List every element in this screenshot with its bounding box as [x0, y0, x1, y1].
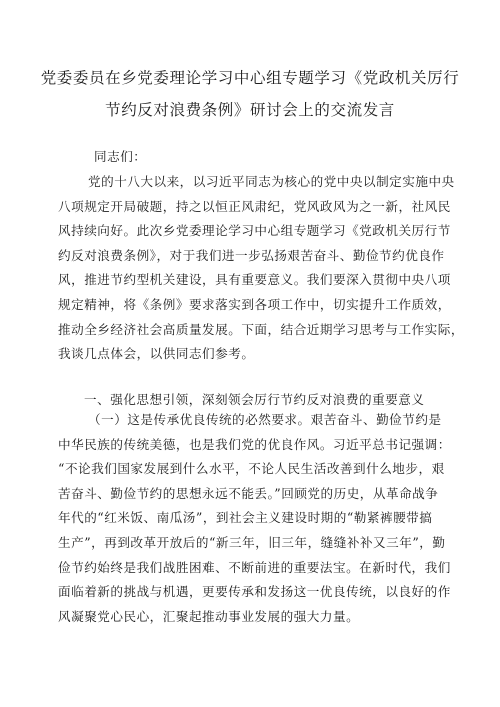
paragraph-2-line: “不论我们国家发展到什么水平，不论人民生活改善到什么地步，艰	[58, 461, 445, 477]
paragraph-1-line: 约反对浪费条例》，对于我们进一步弘扬艰苦奋斗、勤俭节约优良作	[58, 247, 445, 263]
paragraph-2-line: 风凝聚党心民心，汇聚起推动事业发展的强大力量。	[58, 608, 360, 624]
paragraph-2-line: （一）这是传承优良传统的必然要求。艰苦奋斗、勤俭节约是	[88, 412, 442, 427]
paragraph-1-line: 规定精神，将《条例》要求落实到各项工作中，切实提升工作质效，	[58, 296, 451, 312]
section-1-heading: 一、强化思想引领，深刻领会厉行节约反对浪费的重要意义	[84, 392, 425, 407]
paragraph-2-line: 年代的“红米饭、南瓜汤”，到社会主义建设时期的“勒紧裤腰带搞	[58, 510, 433, 526]
document-title-line-1: 党委委员在乡党委理论学习中心组专题学习《党政机关厉行	[40, 69, 460, 87]
paragraph-1	[58, 170, 464, 367]
paragraph-1-line: 推动全乡经济社会高质量发展。下面，结合近期学习思考与工作实际，	[58, 321, 464, 337]
greeting: 同志们：	[94, 149, 147, 164]
paragraph-1-line: 八项规定开局破题，持之以恒正风肃纪，党风政风为之一新，社风民	[58, 198, 451, 214]
paragraph-2-line: 俭节约始终是我们战胜困难、不断前进的重要法宝。在新时代，我们	[58, 559, 451, 575]
paragraph-1-line: 我谈几点体会，以供同志们参考。	[58, 346, 255, 362]
paragraph-1-line: 风，推进节约型机关建设，具有重要意义。我们要深入贯彻中央八项	[58, 272, 451, 288]
paragraph-1-line: 风持续向好。此次乡党委理论学习中心组专题学习《党政机关厉行节	[58, 223, 451, 239]
paragraph-2	[58, 408, 451, 629]
paragraph-2-line: 生产”，再到改革开放后的“新三年，旧三年，缝缝补补又三年”，勤	[58, 534, 446, 550]
paragraph-1-line: 党的十八大以来，以习近平同志为核心的党中央以制定实施中央	[88, 174, 455, 189]
paragraph-2-line: 中华民族的传统美德，也是我们党的优良作风。习近平总书记强调：	[58, 436, 451, 452]
document-title-line-2: 节约反对浪费条例》研讨会上的交流发言	[105, 101, 395, 119]
paragraph-2-line: 面临着新的挑战与机遇，更要传承和发扬这一优良传统，以良好的作	[58, 584, 451, 600]
paragraph-2-line: 苦奋斗、勤俭节约的思想永远不能丢。”回顾党的历史，从革命战争	[58, 485, 439, 501]
